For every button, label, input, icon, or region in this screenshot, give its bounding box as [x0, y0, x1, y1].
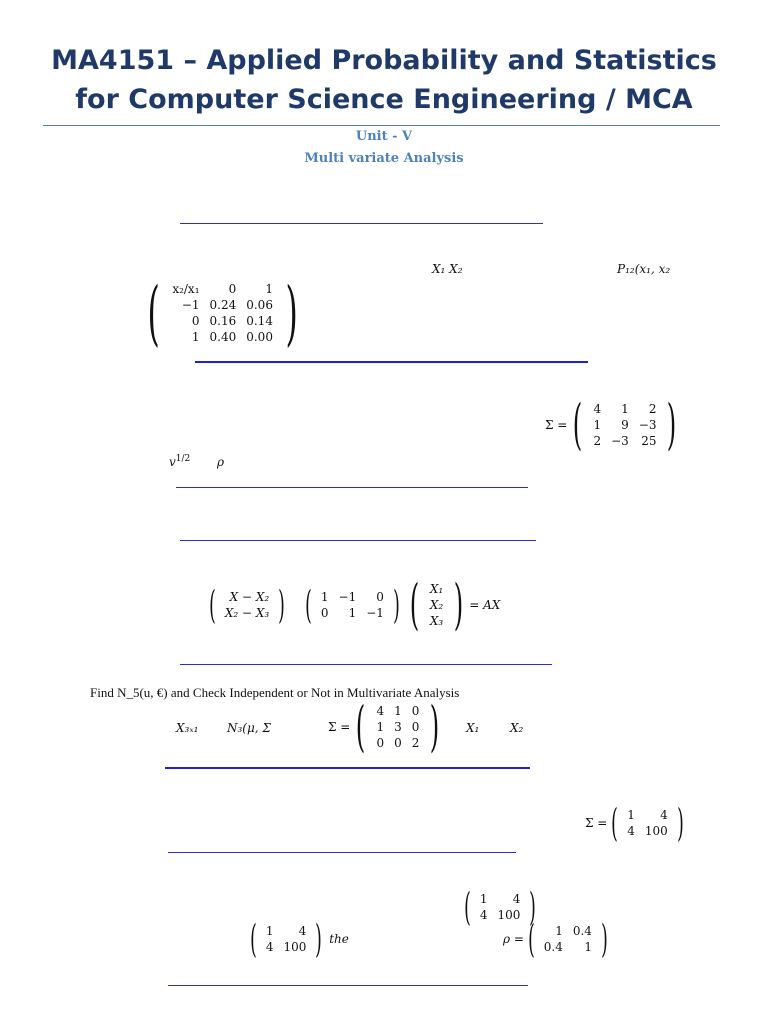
q6-left-row	[261, 923, 312, 939]
question-3-divider-a	[176, 487, 528, 488]
q4-sigma-row	[371, 735, 424, 751]
q1-table-cell: 0	[191, 314, 200, 328]
q4-sigma-cell: 0	[394, 736, 402, 750]
q4-sigma-cell: 3	[394, 720, 402, 734]
q6-left-matrix: ( 1 4 4 100 ) the	[250, 917, 349, 961]
q1-table-grid	[167, 281, 278, 345]
q4-normal-dist: N₃(μ, Σ	[227, 721, 271, 735]
q4-sigma-row	[371, 719, 424, 735]
q4-sigma-cell: 0	[411, 704, 420, 718]
q3-a-cell: 0	[376, 590, 384, 604]
q5-sigma-grid	[622, 807, 673, 839]
q1-table-cell: 0	[228, 282, 237, 296]
q5-sigma-label: Σ =	[585, 816, 608, 830]
q6-rho-cell: 0.4	[543, 940, 563, 954]
q6-left-cell: 4	[298, 924, 307, 938]
q3-a-cell: −1	[338, 590, 357, 604]
q3-a-cell: 0	[320, 606, 329, 620]
q6-the-text: the	[329, 932, 349, 946]
q3-a-cell: −1	[366, 606, 384, 620]
q1-table-cell: 1	[265, 282, 273, 296]
q2-rho: ρ	[217, 455, 225, 469]
q1-table-row	[167, 281, 278, 297]
q1-table-cell: 0.14	[246, 314, 273, 328]
q2-sigma-cell: 2	[648, 402, 657, 416]
q3-lhs-vector	[220, 589, 274, 621]
doc-title-line-2: for Computer Science Engineering / MCA	[75, 84, 693, 115]
q4-x-vector: X₃ₓ₁	[176, 721, 199, 735]
q5-sigma-cell: 4	[627, 824, 635, 838]
q3-lhs-row	[220, 605, 274, 621]
q1-table-cell: 0.24	[209, 298, 237, 312]
q6-top-row	[475, 891, 526, 907]
q1-table-cell: x₂/x₁	[172, 282, 200, 296]
q3-a-cell: 1	[348, 606, 357, 620]
q6-left-cell: 1	[265, 924, 274, 938]
q6-top-cell: 100	[497, 908, 521, 922]
q1-table-cell: 1	[191, 330, 200, 344]
q3-x-cell: X₁	[429, 582, 444, 596]
q4-sigma-cell: 2	[411, 736, 420, 750]
q4-sigma-cell: 1	[376, 720, 385, 734]
q6-left-cell: 4	[265, 940, 274, 954]
q3-lhs-cell: X − X₂	[229, 590, 270, 604]
q2-sigma-cell: 25	[641, 434, 657, 448]
q6-rho-grid	[539, 923, 597, 955]
q6-left-row	[261, 939, 312, 955]
q6-rho-cell: 1	[555, 924, 563, 938]
q4-sigma-cell: 0	[376, 736, 385, 750]
q5-sigma-cell: 4	[660, 808, 668, 822]
question-2-divider	[195, 361, 588, 363]
q6-top-cell: 4	[479, 908, 488, 922]
title-divider	[43, 125, 720, 126]
question-6-divider	[168, 852, 516, 853]
q3-x-row	[425, 613, 448, 629]
question-3-divider-b	[180, 540, 536, 541]
q2-sigma-grid	[588, 401, 661, 449]
q4-var-2: X₂	[510, 721, 524, 735]
q2-sigma-cell: 1	[593, 418, 602, 432]
q6-rho-row	[539, 939, 597, 955]
q2-sigma-cell: 2	[593, 434, 602, 448]
subject-label: Multi variate Analysis	[304, 151, 464, 166]
q3-lhs-row	[220, 589, 274, 605]
q4-covariance-matrix: Σ = ( 4 1 0 1 3 0 0 0 2 )	[328, 695, 440, 758]
q3-a-row	[316, 605, 389, 621]
q1-table-row	[167, 297, 278, 313]
q2-sigma-cell: 9	[621, 418, 629, 432]
q2-sigma-cell: 4	[593, 402, 602, 416]
question-4-divider	[180, 664, 552, 665]
q6-top-cell: 4	[512, 892, 521, 906]
q5-sigma-cell: 1	[627, 808, 635, 822]
q4-sigma-cell: 0	[411, 720, 420, 734]
q6-rho-label: ρ =	[503, 932, 524, 946]
q2-sigma-label: Σ =	[545, 418, 568, 432]
q6-top-grid	[475, 891, 526, 923]
q3-lhs-cell: X₂ − X₃	[224, 606, 270, 620]
q6-correlation-matrix: ρ = ( 1 0.4 0.4 1 )	[503, 917, 608, 961]
q3-a-cell: 1	[320, 590, 329, 604]
question-7-divider	[168, 985, 528, 986]
q6-rho-cell: 0.4	[572, 924, 592, 938]
q3-a-matrix	[316, 589, 389, 621]
q2-sigma-row	[588, 433, 661, 449]
q5-sigma-row	[622, 823, 673, 839]
q1-table-row	[167, 329, 278, 345]
q1-table-cell: −1	[181, 298, 200, 312]
q4-var-1: X₁	[466, 721, 480, 735]
q6-top-matrix: ( 1 4 4 100 )	[464, 885, 537, 929]
q4-sigma-label: Σ =	[328, 720, 351, 734]
q1-table-cell: 0.06	[246, 298, 273, 312]
q4-sigma-cell: 4	[376, 704, 385, 718]
q1-probability-table: ( x₂/x₁ 0 1 −1 0.24 0.06 0 0.16 0.14 1 0.40 0.00 )	[147, 272, 298, 354]
q2-v-half	[169, 454, 190, 469]
q6-left-grid	[261, 923, 312, 955]
q6-rho-row	[539, 923, 597, 939]
q2-sigma-row	[588, 401, 661, 417]
q2-sigma-row	[588, 417, 661, 433]
q2-sigma-cell: −3	[638, 418, 657, 432]
q4-sigma-row	[371, 703, 424, 719]
q2-v-symbol: v	[169, 455, 176, 469]
q1-table-cell: 0.00	[246, 330, 273, 344]
q3-a-row	[316, 589, 389, 605]
q2-v-exponent: 1/2	[175, 454, 191, 464]
q6-left-cell: 100	[283, 940, 307, 954]
q6-top-cell: 1	[479, 892, 488, 906]
q1-variables: X₁ X₂	[432, 262, 463, 276]
q3-equals-ax: = AX	[469, 598, 501, 612]
q2-sigma-cell: 1	[621, 402, 629, 416]
q3-x-cell: X₃	[429, 614, 444, 628]
q3-x-row	[425, 581, 448, 597]
q4-sigma-grid	[371, 703, 424, 751]
q2-sigma-cell: −3	[611, 434, 629, 448]
q4-heading: Find N_5(u, €) and Check Independent or Not in Multivariate Analysis	[90, 685, 460, 700]
question-5-divider	[165, 767, 530, 769]
q1-table-cell: 0.40	[209, 330, 237, 344]
q1-table-row	[167, 313, 278, 329]
q1-table-cell: 0.16	[209, 314, 237, 328]
q3-x-row	[425, 597, 448, 613]
q1-joint-probability: P₁₂(x₁, x₂	[617, 262, 671, 276]
q4-sigma-cell: 1	[394, 704, 402, 718]
q3-x-vector	[425, 581, 448, 629]
unit-label: Unit - V	[355, 129, 413, 144]
question-1-divider	[180, 223, 543, 224]
q2-covariance-matrix: Σ = ( 4 1 2 1 9 −3 2 −3 25 )	[545, 393, 677, 456]
q3-x-cell: X₂	[429, 598, 444, 612]
q6-rho-cell: 1	[584, 940, 592, 954]
doc-title-line-1: MA4151 – Applied Probability and Statistics	[51, 45, 717, 76]
q5-sigma-cell: 100	[644, 824, 668, 838]
q5-covariance-matrix: Σ = ( 1 4 4 100 )	[585, 801, 684, 845]
q5-sigma-row	[622, 807, 673, 823]
q3-transformation: ( X − X₂ X₂ − X₃ ) ( 1 −1 0 0 1 −1 ) ( X₁ X₂ X₃ ) = AX	[209, 573, 501, 636]
